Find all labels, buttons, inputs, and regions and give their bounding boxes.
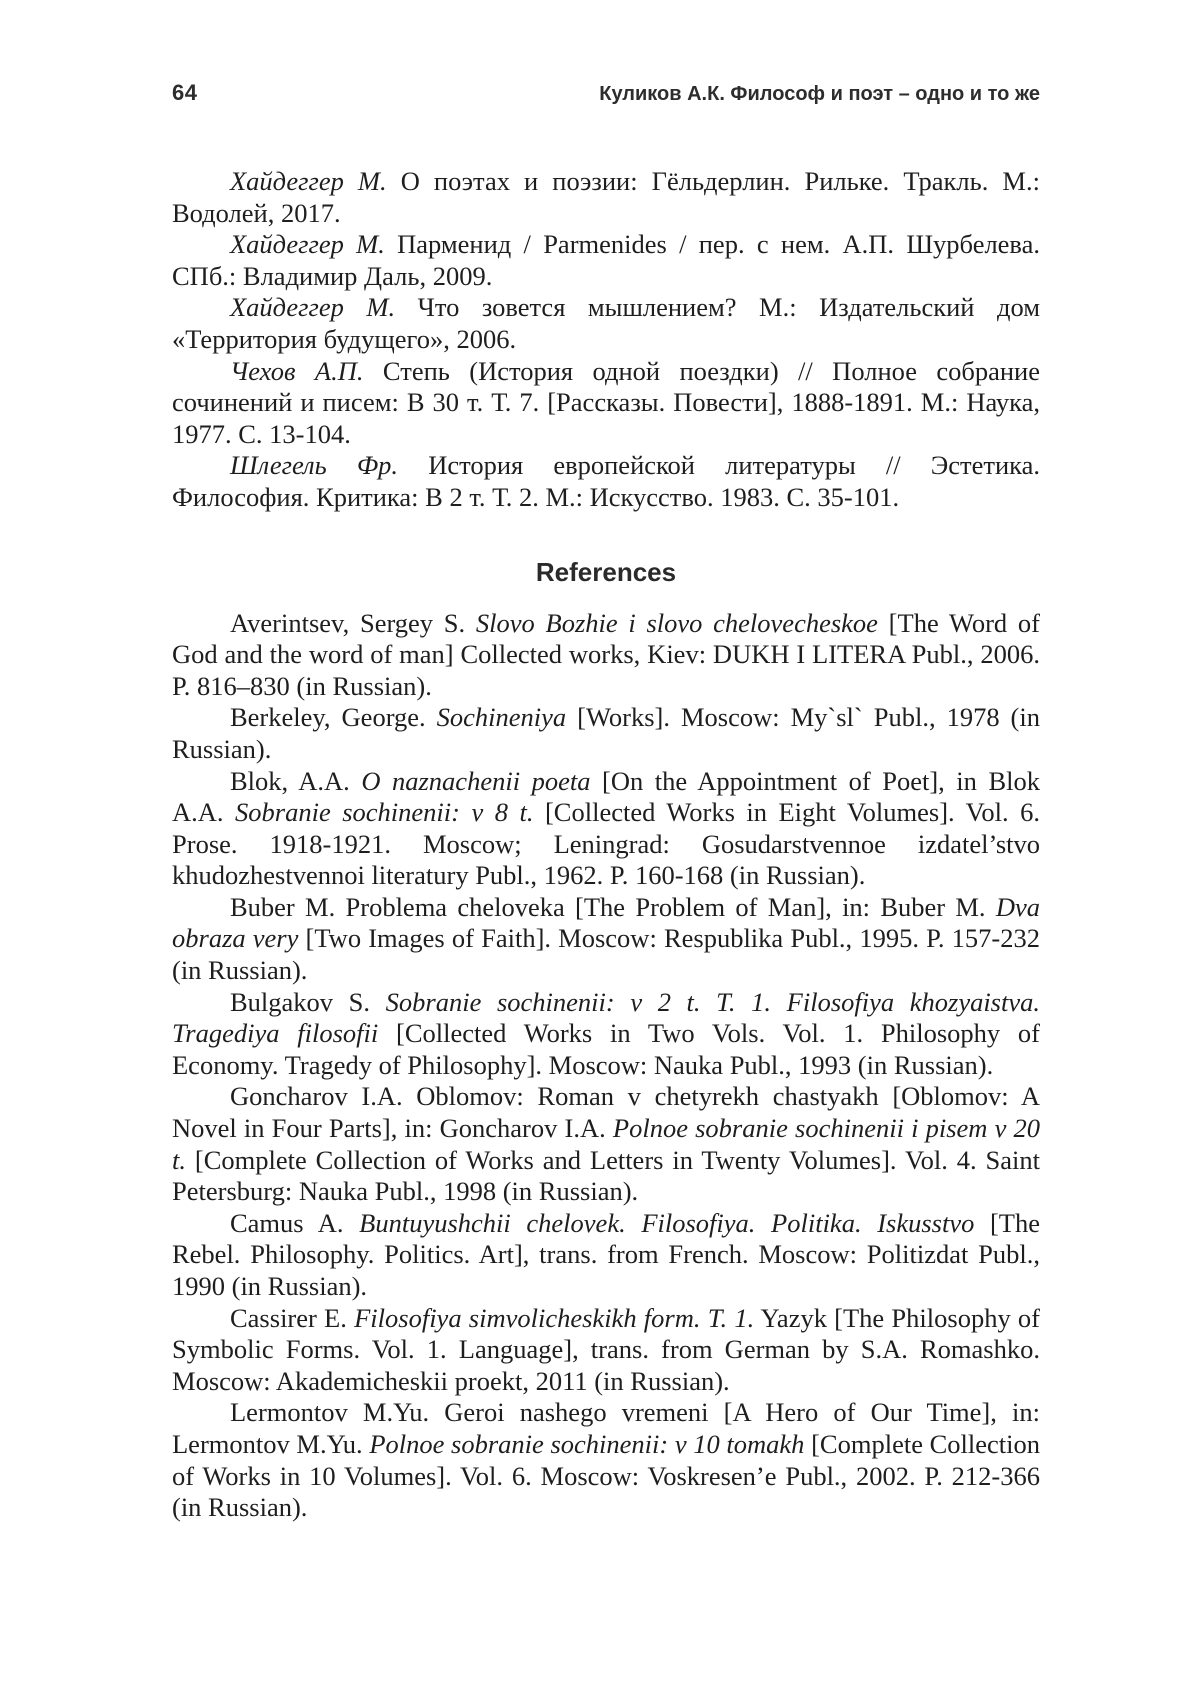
reference-entry [172,356,1040,451]
entry-segment: Bulgakov S. [230,986,386,1017]
entry-segment: Goncharov I.A. Oblomov: Roman v chetyrekh chastyakh [Oblomov: A Novel in Four Parts], in: Goncharov I.A. [172,1081,1040,1144]
entry-segment: Buber M. Problema cheloveka [The Problem of Man], in: Buber M. [230,891,996,922]
entry-segment: Cassirer E. [230,1302,355,1333]
entry-segment: [Two Images of Faith]. Moscow: Respublika Publ., 1995. P. 157-232 (in Russian). [172,923,1040,986]
reference-entry [172,987,1040,1082]
entry-segment-italic: Filosofiya simvolicheskikh form. T. 1. [354,1302,755,1333]
entry-segment: [Complete Collection of Works in 10 Volumes]. Vol. 6. Moscow: Voskresen’e Publ., 2002. P. 212-366 (in Russian). [172,1428,1041,1523]
entry-segment-italic: Slovo Bozhie i slovo chelovecheskoe [475,607,878,638]
entry-segment-italic: Хайдеггер М. [230,292,396,323]
entry-segment: История европейской литературы // Эстетика. Философия. Критика: В 2 т. Т. 2. М.: Искусство. 1983. С. 35-101. [172,450,1041,512]
entry-segment-italic: Хайдеггер М. [230,166,387,196]
entry-segment-italic: Хайдеггер М. [230,229,385,260]
entry-segment-italic: Dva obraza very [172,891,1040,954]
reference-entry [172,1303,1040,1398]
entry-segment: Blok, A.A. [230,765,362,796]
entry-segment: [The Word of God and the word of man] Collected works, Kiev: DUKH I LITERA Publ., 2006. P. 816–830 (in Russian). [172,607,1040,701]
entry-segment-italic: Sochineniya [436,702,567,733]
entry-segment-italic: Buntuyushchii chelovek. Filosofiya. Politika. Iskusstvo [359,1207,975,1238]
references-heading: References [535,556,677,587]
entry-segment: [On the Appointment of Poet], in Blok A.A. [172,765,1040,828]
reference-entry [172,892,1040,987]
entry-segment: Парменид / Parmenides / пер. с нем. А.П. Шурбелева. СПб.: Владимир Даль, 2009. [172,229,1040,291]
page-content [172,166,1040,1524]
entry-segment: Averintsev, Sergey S. [230,607,476,638]
entry-segment: Yazyk [The Philosophy of Symbolic Forms. Vol. 1. Language], trans. from German by S.A. Romashko. Moscow: Akademicheskii proekt, 2011 (in Russian). [172,1302,1040,1396]
entry-segment: [Works]. Moscow: My`sl` Publ., 1978 (in Russian). [172,702,1040,764]
entry-segment-italic: Шлегель Фр. [230,450,399,481]
entry-segment: [Collected Works in Two Vols. Vol. 1. Philosophy of Economy. Tragedy of Philosophy]. Moscow: Nauka Publ., 1993 (in Russian). [172,1018,1041,1080]
entry-segment: [Complete Collection of Works and Letters in Twenty Volumes]. Vol. 4. Saint Petersburg: Nauka Publ., 1998 (in Russian). [172,1144,1040,1207]
entry-segment-italic: Чехов А.П. [230,355,364,386]
entry-segment: Camus A. [230,1207,360,1238]
entry-segment: Что зовется мышлением? М.: Издательский дом «Территория будущего», 2006. [172,292,1040,354]
bibliography-russian-section [172,166,1040,514]
reference-entry [172,1208,1040,1303]
reference-entry [172,292,1040,355]
reference-entry [172,702,1040,765]
running-title: Куликов А.К. Философ и поэт – одно и то же [599,83,1040,105]
entry-segment-italic: Sobranie sochinenii: v 8 t. [235,797,534,828]
reference-entry [172,450,1040,513]
reference-entry [172,1081,1040,1207]
entry-segment: [Collected Works in Eight Volumes]. Vol. 6. Prose. 1918-1921. Moscow; Leningrad: Gosudarstvennoe izdatel’stvo khudozhestvennoi literatury Publ., 1962. P. 160-168 (in Russian). [172,797,1041,891]
entry-segment: Berkeley, George. [230,702,437,733]
entry-segment: О поэтах и поэзии: Гёльдерлин. Рильке. Тракль. М.: Водолей, 2017. [172,166,1040,228]
reference-entry [172,766,1040,892]
entry-segment: Степь (История одной поездки) // Полное собрание сочинений и писем: В 30 т. Т. 7. [Рассказы. Повести], 1888-1891. М.: Наука, 1977. С. 13-104. [172,355,1040,449]
entry-segment-italic: Polnoe sobranie sochinenii: v 10 tomakh [369,1428,805,1459]
entry-segment: Lermontov M.Yu. Geroi nashego vremeni [A Hero of Our Time], in: Lermontov M.Yu. [172,1397,1040,1459]
reference-entry [172,229,1040,292]
references-english-section [172,608,1040,1524]
reference-entry [172,608,1040,703]
reference-entry [172,166,1040,229]
entry-segment-italic: O naznachenii poeta [361,765,591,796]
entry-segment: [The Rebel. Philosophy. Politics. Art], trans. from French. Moscow: Politizdat Publ., 1990 (in Russian). [172,1207,1040,1301]
running-header [172,80,1040,106]
reference-entry [172,1397,1040,1523]
entry-segment-italic: Polnoe sobranie sochinenii i pisem v 20 t. [172,1113,1040,1175]
entry-segment-italic: Sobranie sochinenii: v 2 t. T. 1. Filosofiya khozyaistva. Tragediya filosofii [172,986,1040,1049]
page-number: 64 [172,80,198,105]
